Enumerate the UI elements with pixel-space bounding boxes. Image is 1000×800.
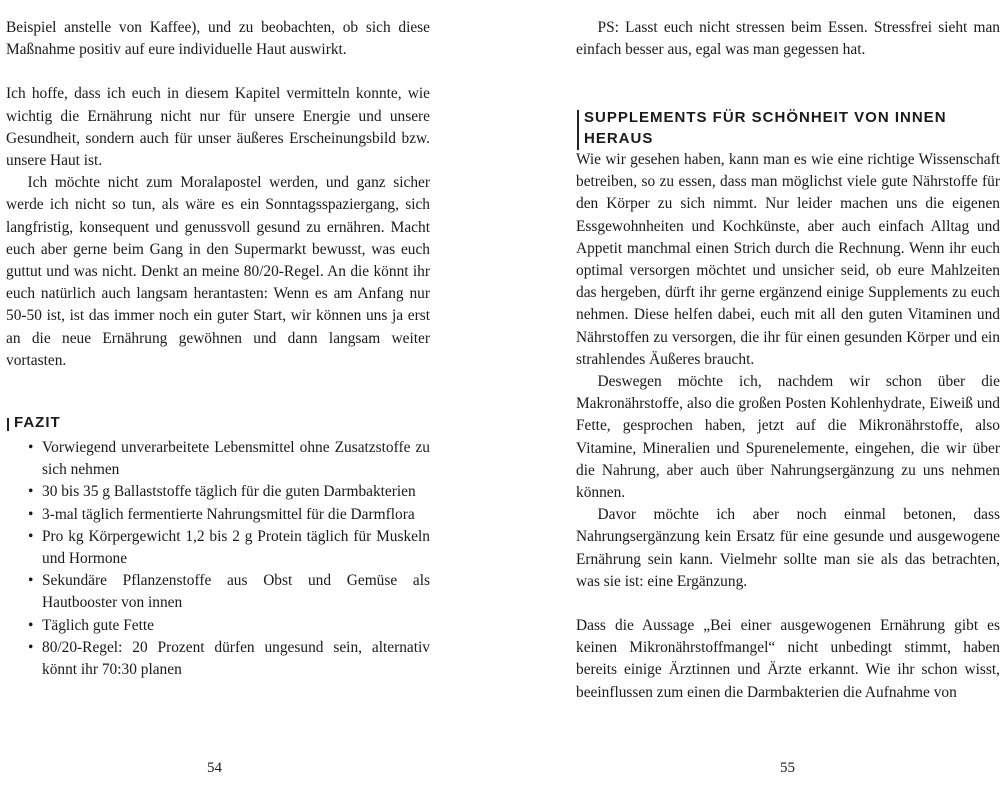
page-number-right: 55 bbox=[780, 760, 795, 776]
ps-note: PS: Lasst euch nicht stressen beim Essen. Stressfrei sieht man einfach besser aus, egal was man gegessen hat. bbox=[576, 19, 1000, 59]
supplements-heading-line-2: HERAUS bbox=[584, 130, 654, 147]
fazit-list-item: • Sekundäre Pflanzenstoffe aus Obst und Gemüse als Hautbooster von innen bbox=[28, 570, 430, 614]
supplements-heading-bar bbox=[577, 110, 579, 150]
right-paragraph-4: Dass die Aussage „Bei einer ausgewogenen Ernährung gibt es keinen Mikronährstoffmangel“ nicht unbedingt stimmt, haben bereits einige Ärztinnen und Ärzte erkannt. Wie ihr schon wisst, beeinflussen zum einen die Darmbakterien die Aufnahme von bbox=[576, 617, 1000, 701]
fazit-heading-bar bbox=[7, 418, 9, 431]
left-paragraph-1: Beispiel anstelle von Kaffee), und zu beobachten, ob sich diese Maßnahme positiv auf eure individuelle Haut auswirkt. bbox=[6, 19, 430, 59]
left-paragraph-3: Ich möchte nicht zum Moralapostel werden, und ganz sicher werde ich nicht so tun, als wäre es ein Sonntagsspaziergang, sich langfristig, konsequent und genussvoll gesund zu ernähren. Macht euch aber gerne beim Gang in den Supermarkt bewusst, was euch guttut und was nicht. Denkt an meine 80/20-Regel. An die könnt ihr euch natürlich auch langsam herantasten: Wenn es am Anfang nur 50-50 ist, ist das immer noch ein guter Start, wir können uns ja erst an die neue Ernährung gewöhnen und dann langsam weiter vortasten. bbox=[6, 174, 430, 369]
fazit-list bbox=[28, 437, 430, 681]
fazit-list-item: • 3-mal täglich fermentierte Nahrungsmittel für die Darmflora bbox=[28, 504, 430, 526]
left-body-text bbox=[6, 17, 430, 372]
supplements-heading bbox=[584, 107, 947, 149]
supplements-heading-line-1: SUPPLEMENTS FÜR SCHÖNHEIT VON INNEN bbox=[584, 109, 947, 126]
page-number-left: 54 bbox=[207, 760, 222, 776]
right-page bbox=[576, 0, 1000, 800]
fazit-list-item: • 80/20-Regel: 20 Prozent dürfen ungesund sein, alternativ könnt ihr 70:30 planen bbox=[28, 637, 430, 681]
right-body-text bbox=[576, 149, 1000, 704]
right-paragraph-1: Wie wir gesehen haben, kann man es wie eine richtige Wissenschaft betreiben, so zu essen, dass man möglichst viele gute Nährstoffe für den Körper zu sich nimmt. Nur leider machen uns die eigenen Essgewohnheiten und Kochkünste, aber auch einfach Alltag und Appetit manchmal einen Strich durch die Rechnung. Wenn ihr euch optimal versorgen möchtet und unsicher seid, ob eure Mahlzeiten das hergeben, dürft ihr gerne ergänzend einige Supplements zu euch nehmen. Diese helfen dabei, euch mit all den guten Vitaminen und Nährstoffen zu versorgen, die ihr für einen gesunden Körper und ein strahlendes Äußeres braucht. bbox=[576, 151, 1000, 368]
left-paragraph-2: Ich hoffe, dass ich euch in diesem Kapitel vermitteln konnte, wie wichtig die Ernährung nicht nur für unsere Energie und unsere Gesundheit, sondern auch für unser äußeres Erscheinungsbild bzw. unsere Haut ist. bbox=[6, 85, 430, 170]
right-paragraph-3: Davor möchte ich aber noch einmal betonen, dass Nahrungsergänzung kein Ersatz für eine gesunde und ausgewogene Ernährung sein kann. Vielmehr sollte man sie als das betrachten, was sie ist: eine Ergänzung. bbox=[576, 506, 1000, 590]
fazit-heading: FAZIT bbox=[14, 414, 61, 431]
fazit-list-item: • 30 bis 35 g Ballaststoffe täglich für die guten Darmbakterien bbox=[28, 481, 430, 503]
fazit-list-item: • Täglich gute Fette bbox=[28, 615, 430, 637]
right-paragraph-2: Deswegen möchte ich, nachdem wir schon über die Makronährstoffe, also die großen Posten Kohlenhydrate, Eiweiß und Fette, gesprochen haben, jetzt auf die Mikronährstoffe, also Vitamine, Mineralien und Spurenelemente, eingehen, die wir über die Nahrung, aber auch über Nahrungsergänzung zu uns nehmen können. bbox=[576, 373, 1000, 502]
ps-text-block bbox=[576, 17, 1000, 61]
left-page bbox=[0, 0, 430, 800]
fazit-list-item: • Vorwiegend unverarbeitete Lebensmittel ohne Zusatzstoffe zu sich nehmen bbox=[28, 437, 430, 481]
fazit-list-item: • Pro kg Körpergewicht 1,2 bis 2 g Protein täglich für Muskeln und Hormone bbox=[28, 526, 430, 570]
